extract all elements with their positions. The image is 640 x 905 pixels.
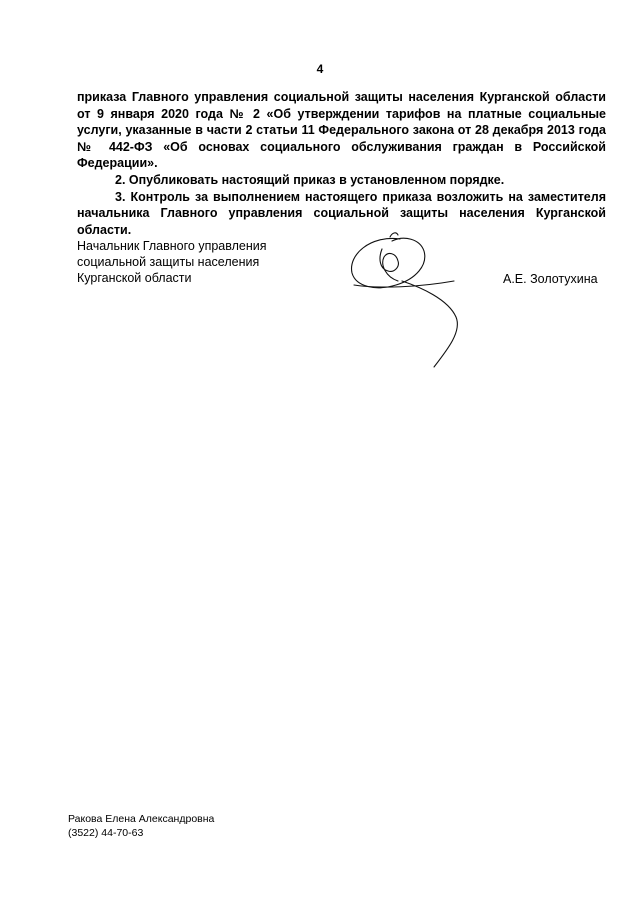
signer-title	[77, 238, 267, 286]
signer-title-line: Курганской области	[77, 271, 192, 285]
document-body	[77, 89, 606, 238]
paragraph-control: 3. Контроль за выполнением настоящего приказа возложить на заместителя начальника Главного управления социальной защиты населения Курганской области.	[77, 189, 606, 237]
signer-title-line: Начальник Главного управления	[77, 239, 267, 253]
signer-title-line: социальной защиты населения	[77, 255, 260, 269]
page-number: 4	[316, 62, 324, 76]
signer-name: А.Е. Золотухина	[503, 272, 598, 286]
executor-phone: (3522) 44-70-63	[68, 827, 144, 839]
paragraph-publish: 2. Опубликовать настоящий приказ в установленном порядке.	[115, 172, 505, 187]
executor-name: Ракова Елена Александровна	[68, 813, 215, 825]
paragraph-continuation: приказа Главного управления социальной защиты населения Курганской области от 9 января 2020 года № 2 «Об утверждении тарифов на платные социальные услуги, указанные в части 2 статьи 11 Федерального закона от 28 декабря 2013 года № 442-ФЗ «Об основах социального обслуживания граждан в Российской Федерации».	[77, 90, 606, 171]
executor-info	[68, 812, 214, 840]
handwritten-signature	[330, 225, 480, 375]
